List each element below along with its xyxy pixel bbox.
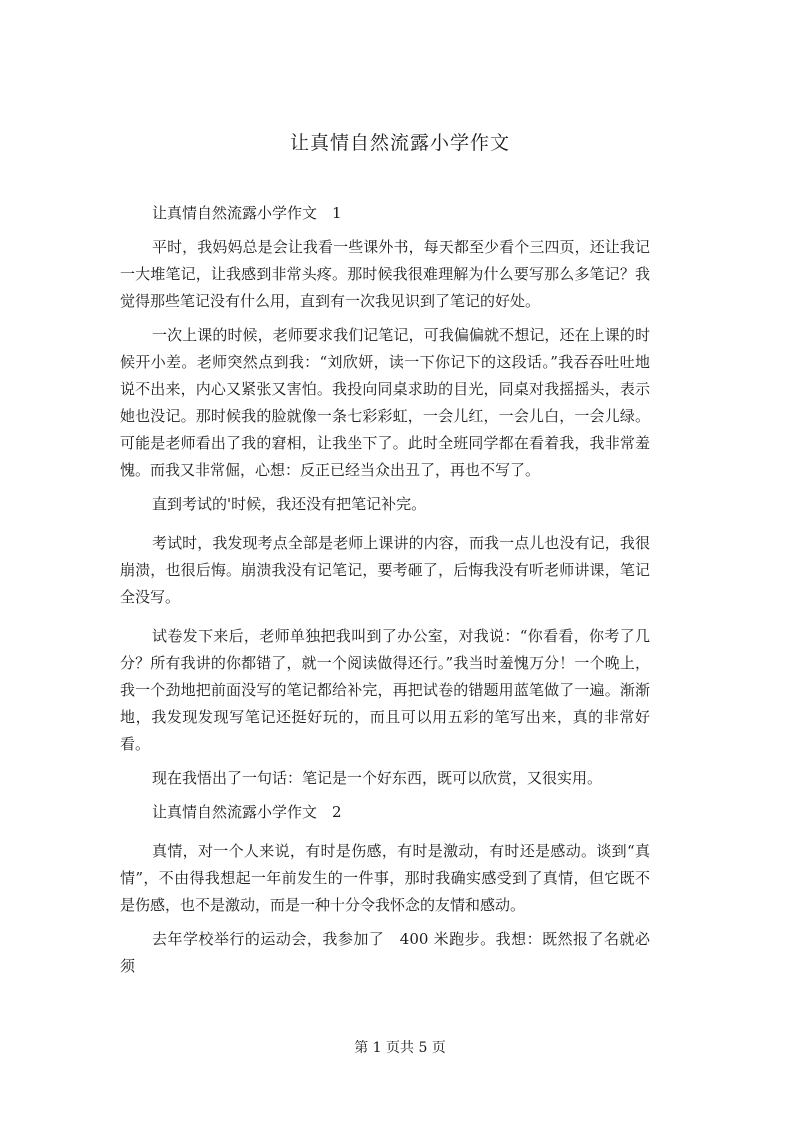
paragraph: 试卷发下来后，老师单独把我叫到了办公室，对我说：“你看看，你考了几分？所有我讲的你都错了，就一个阅读做得还行。”我当时羞愧万分！一个晚上，我一个劲地把前面没写的笔记都给补完，再把试卷的错题用蓝笔做了一遍。渐渐地，我发现发现写笔记还挺好玩的，而且可以用五彩的笔写出来，真的非常好看。	[120, 627, 650, 753]
paragraph: 直到考试的'时候，我还没有把笔记补完。	[152, 495, 427, 513]
paragraph: 平时，我妈妈总是会让我看一些课外书，每天都至少看个三四页，还让我记一大堆笔记，让我感到非常头疼。那时候我很难理解为什么要写那么多笔记？我觉得那些笔记没有什么用，直到有一次我见识到了笔记的好处。	[120, 238, 650, 310]
paragraph: 现在我悟出了一句话：笔记是一个好东西，既可以欣赏，又很实用。	[152, 769, 603, 787]
paragraph: 真情，对一个人来说，有时是伤感，有时是激动，有时还是感动。谈到“真情”，不由得我想起一年前发生的一件事，那时我确实感受到了真情，但它既不是伤感，也不是激动，而是一种十分令我怀念的友情和感动。	[120, 842, 650, 914]
document-body	[120, 200, 650, 987]
paragraph: 去年学校举行的运动会，我参加了 400 米跑步。我想：既然报了名就必须	[120, 930, 650, 975]
page-title: 让真情自然流露小学作文	[289, 132, 510, 154]
paragraph: 考试时，我发现考点全部是老师上课讲的内容，而我一点儿也没有记，我很崩溃，也很后悔。崩溃我没有记笔记，要考砸了，后悔我没有听老师讲课，笔记全没写。	[120, 534, 650, 606]
section-heading: 让真情自然流露小学作文 2	[152, 803, 342, 821]
page-footer: 第 1 页共 5 页	[354, 1040, 446, 1056]
section-heading: 让真情自然流露小学作文 1	[152, 204, 342, 222]
paragraph: 一次上课的时候，老师要求我们记笔记，可我偏偏就不想记，还在上课的时候开小差。老师突然点到我：“刘欣妍，读一下你记下的这段话。”我吞吞吐吐地说不出来，内心又紧张又害怕。我投向同桌求助的目光，同桌对我摇摇头，表示她也没记。那时候我的脸就像一条七彩彩虹，一会儿红，一会儿白，一会儿绿。 可能是老师看出了我的窘相，让我坐下了。此时全班同学都在看着我，我非常羞愧。而我又非常倔，心想：反正已经当众出丑了，再也不写了。	[120, 326, 650, 479]
